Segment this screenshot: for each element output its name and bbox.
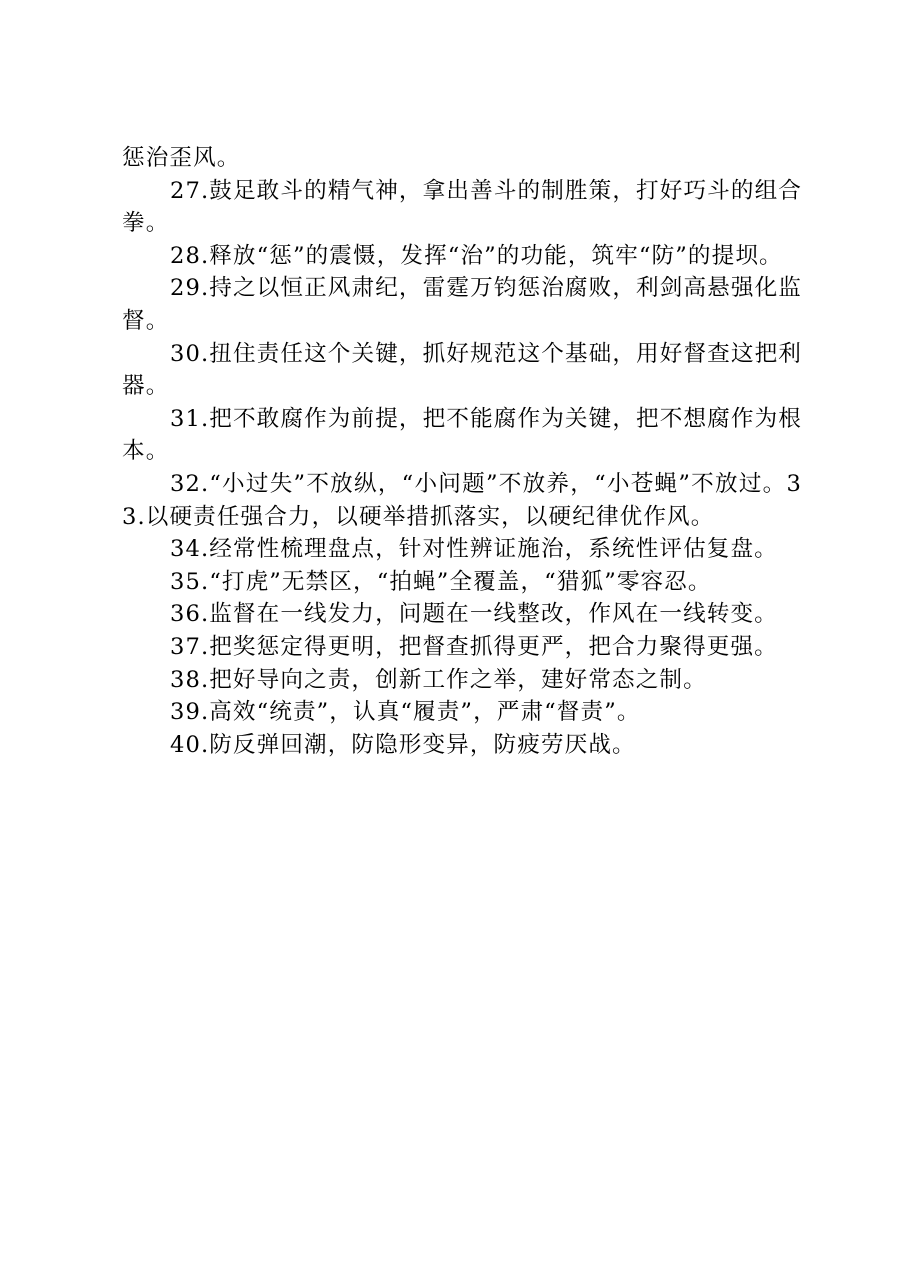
paragraph-item-35: 35.“打虎”无禁区，“拍蝇”全覆盖，“猎狐”零容忍。	[170, 568, 712, 595]
paragraph-item-40: 40.防反弹回潮，防隐形变异，防疲劳厌战。	[170, 731, 636, 758]
paragraph-item-29: 29.持之以恒正风肃纪，雷霆万钧惩治腐败，利剑高悬强化监督。	[122, 275, 802, 334]
paragraph-item-28: 28.释放“惩”的震慑，发挥“治”的功能，筑牢“防”的提坝。	[170, 242, 783, 269]
paragraph-continuation: 惩治歪风。	[122, 145, 241, 171]
paragraph-item-38: 38.把好导向之责，创新工作之举，建好常态之制。	[170, 666, 707, 693]
document-body	[122, 142, 802, 761]
paragraph-item-32-33: 32.“小过失”不放纵，“小问题”不放养，“小苍蝇”不放过。33.以硬责任强合力，以硬举措抓落实，以硬纪律优作风。	[122, 470, 802, 530]
paragraph-item-30: 30.扭住责任这个关键，抓好规范这个基础，用好督查这把利器。	[122, 340, 802, 400]
paragraph-item-34: 34.经常性梳理盘点，针对性辨证施治，系统性评估复盘。	[170, 536, 778, 563]
paragraph-item-36: 36.监督在一线发力，问题在一线整改，作风在一线转变。	[170, 601, 778, 628]
paragraph-item-37: 37.把奖惩定得更明，把督查抓得更严，把合力聚得更强。	[170, 633, 778, 660]
paragraph-item-31: 31.把不敢腐作为前提，把不能腐作为关键，把不想腐作为根本。	[122, 405, 802, 465]
paragraph-item-39: 39.高效“统责”，认真“履责”，严肃“督责”。	[170, 699, 641, 726]
paragraph-item-27: 27.鼓足敢斗的精气神，拿出善斗的制胜策，打好巧斗的组合拳。	[122, 177, 802, 237]
